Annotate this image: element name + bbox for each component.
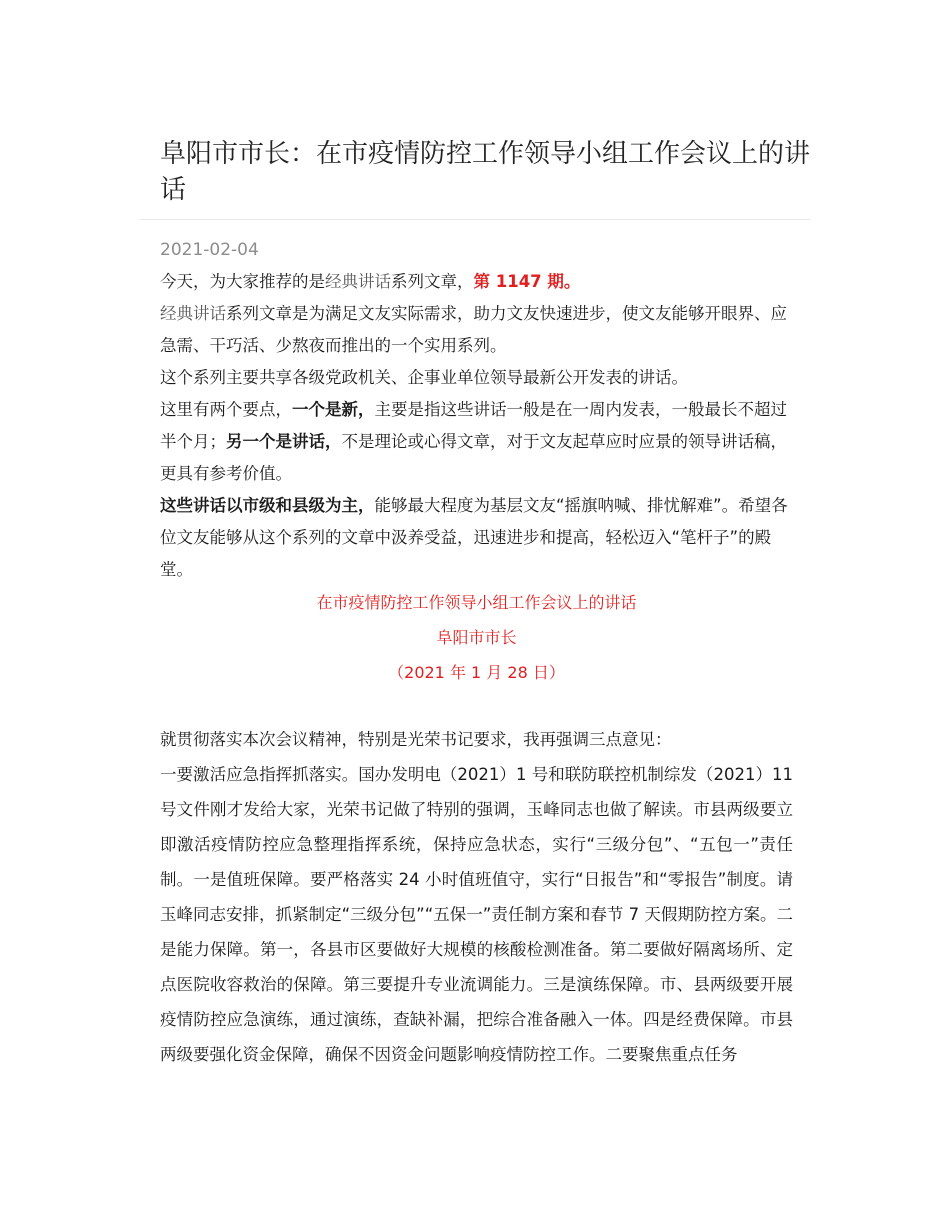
issue-number: 第 1147 期。	[473, 272, 581, 291]
intro-text: 能够最大程度为基层文友“摇旗呐喊、排忧解难”。希望各位文友能够从这个系列的文章中汲养受益，迅速进步和提高，轻松迈入“笔杆子”的殿堂。	[160, 496, 788, 579]
intro-text: 这里有两个要点，	[160, 400, 292, 419]
series-name: 经典讲话	[160, 304, 226, 323]
intro-paragraph-2	[160, 298, 793, 362]
intro-text: 今天，为大家推荐的是	[160, 272, 325, 291]
intro-section	[160, 266, 793, 586]
title-divider	[140, 219, 810, 220]
publish-date: 2021-02-04	[160, 240, 259, 260]
series-name: 经典讲话	[325, 272, 391, 291]
speech-opening: 就贯彻落实本次会议精神，特别是光荣书记要求，我再强调三点意见：	[160, 730, 672, 749]
key-point-1: 一个是新，	[292, 400, 375, 419]
intro-text: 系列文章，	[391, 272, 474, 291]
speech-title: 在市疫情防控工作领导小组工作会议上的讲话	[316, 593, 637, 612]
speech-paragraph: 一要激活应急指挥抓落实。国办发明电（2021）1 号和联防联控机制综发（2021）11 号文件刚才发给大家，光荣书记做了特别的强调，玉峰同志也做了解读。市县两级要立即激活疫情防控应急整理指挥系统，保持应急状态，实行“三级分包”、“五包一”责任制。一是值班保障。要严格落实 24 小时值班值守，实行“日报告”和“零报告”制度。请玉峰同志安排，抓紧制定“三级分包”“五保一”责任制方案和春节 7 天假期防控方案。二是能力保障。第一，各县市区要做好大规模的核酸检测准备。第二要做好隔离场所、定点医院收容救治的保障。第三要提升专业流调能力。三是演练保障。市、县两级要开展疫情防控应急演练，通过演练，查缺补漏，把综合准备融入一体。四是经费保障。市县两级要强化资金保障，确保不因资金问题影响疫情防控工作。二要聚焦重点任务	[160, 765, 793, 1064]
key-point-2: 另一个是讲话，	[226, 432, 342, 451]
key-point-3: 这些讲话以市级和县级为主，	[160, 496, 375, 515]
speech-date: （2021 年 1 月 28 日）	[388, 663, 565, 682]
speech-header	[160, 585, 793, 690]
speech-body	[160, 722, 793, 1072]
intro-paragraph-3: 这个系列主要共享各级党政机关、企事业单位领导最新公开发表的讲话。	[160, 368, 688, 387]
intro-text: 主要是指这些讲话一般是在一周内发表，一般最长不超过半个月；	[160, 400, 787, 451]
intro-paragraph-5	[160, 490, 793, 586]
intro-text: 不是理论或心得文章，对于文友起草应时应景的领导讲话稿，更具有参考价值。	[160, 432, 787, 483]
article-title: 阜阳市市长：在市疫情防控工作领导小组工作会议上的讲话	[160, 139, 811, 205]
speech-speaker: 阜阳市市长	[436, 628, 517, 647]
intro-paragraph-1	[160, 266, 793, 298]
intro-text: 系列文章是为满足文友实际需求，助力文友快速进步，使文友能够开眼界、应急需、干巧活、少熬夜而推出的一个实用系列。	[160, 304, 787, 355]
intro-paragraph-4	[160, 394, 793, 490]
